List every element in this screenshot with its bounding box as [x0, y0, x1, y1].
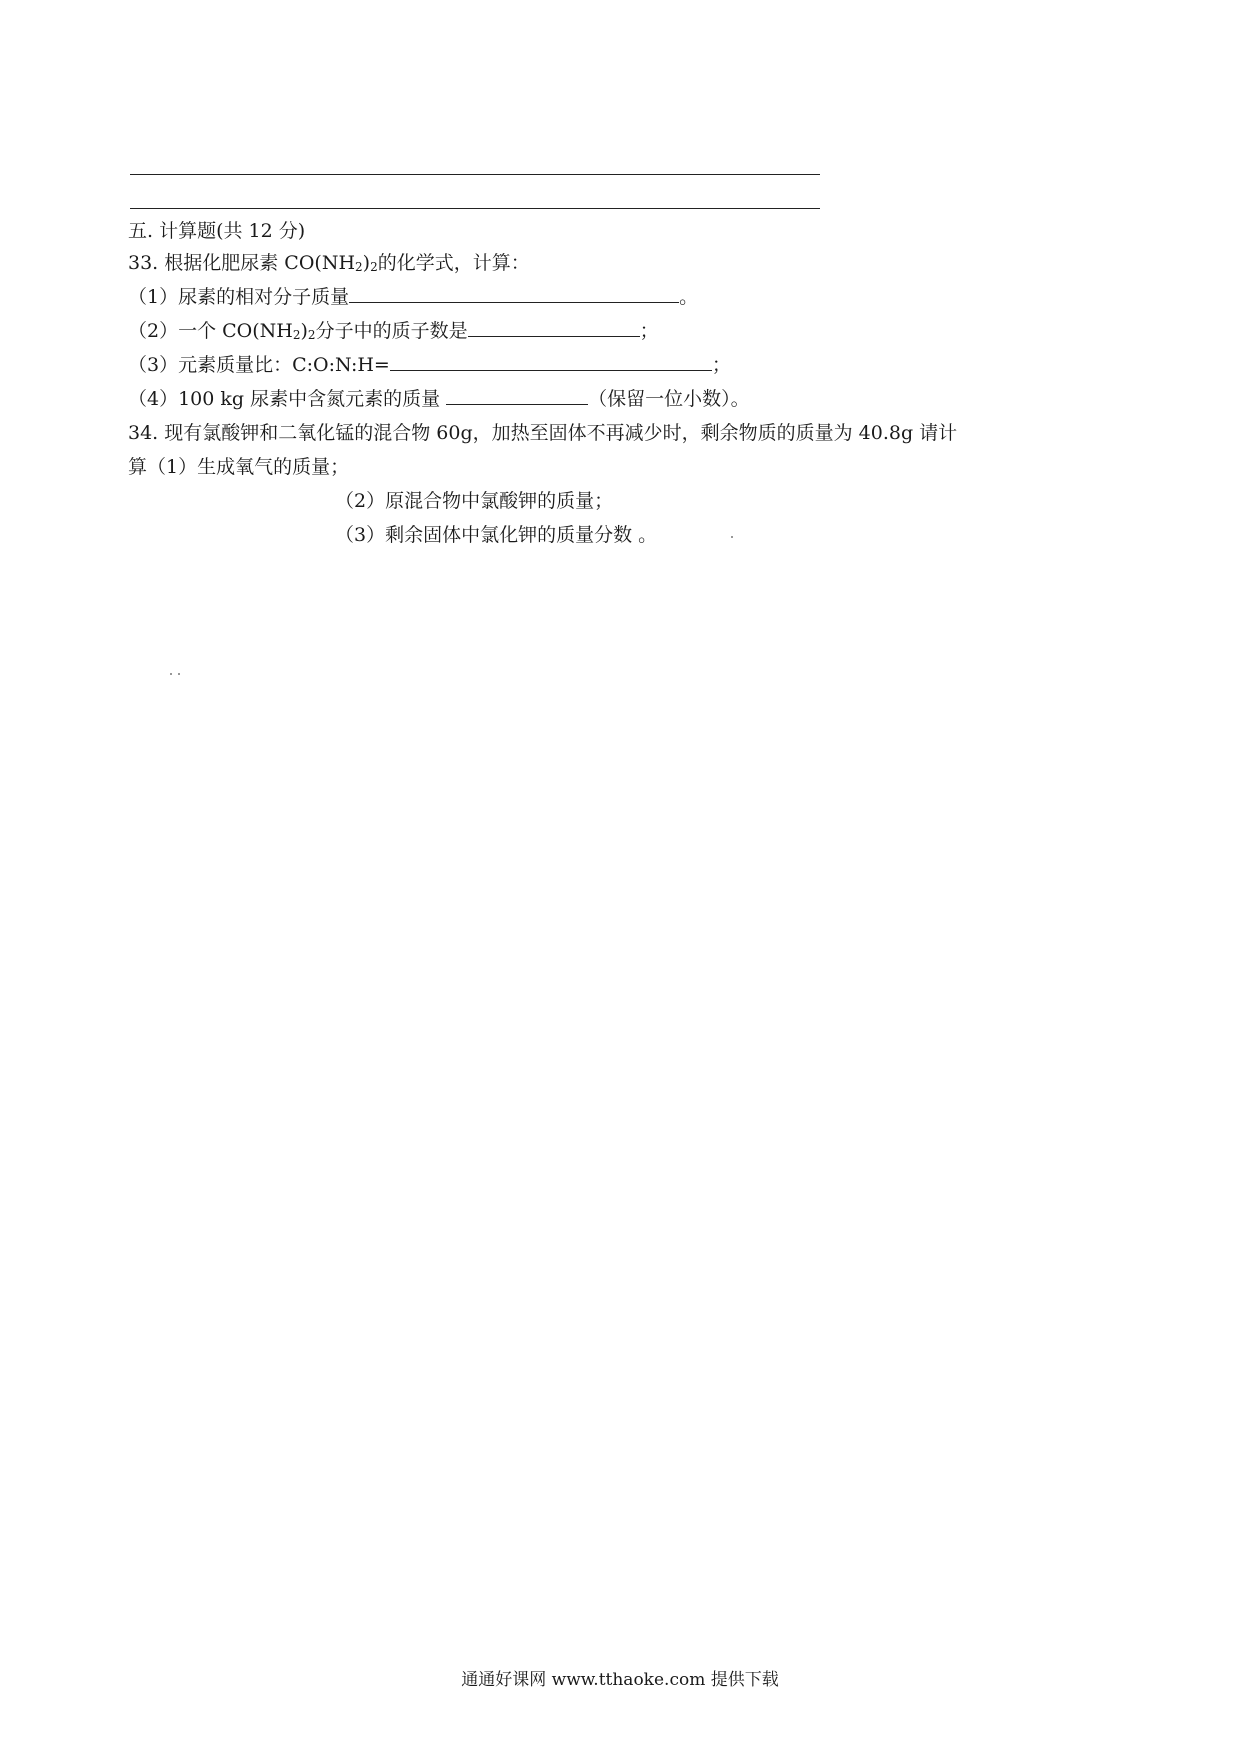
question-number: 33. [128, 252, 159, 274]
section-heading: 五. 计算题(共 12 分) [128, 220, 306, 242]
answer-line-1 [130, 174, 820, 175]
question-34-line-2: 算（1）生成氧气的质量； [128, 456, 350, 478]
answer-blank[interactable] [390, 352, 712, 371]
question-33-item-3: （3）元素质量比：C:O:N:H= ； [128, 354, 731, 376]
scan-speck [731, 536, 733, 538]
question-34-line-4: （3）剩余固体中氯化钾的质量分数 。 [335, 524, 658, 546]
scan-speck [178, 673, 180, 675]
question-34-line-3: （2）原混合物中氯酸钾的质量； [335, 490, 614, 512]
question-text: 根据化肥尿素 $CO(NH_2)_2$的化学式，计算： [164, 252, 530, 274]
answer-line-2 [130, 208, 820, 209]
answer-blank[interactable] [446, 386, 588, 405]
footer-source: 通通好课网 www.tthaoke.com 提供下载 [461, 1670, 779, 1690]
question-34-line-1: 34. 现有氯酸钾和二氧化锰的混合物 60g，加热至固体不再减少时，剩余物质的质量为 40.8g 请计 [128, 422, 958, 444]
answer-blank[interactable] [468, 318, 640, 337]
question-33-item-1: （1）尿素的相对分子质量 。 [128, 286, 699, 308]
answer-blank[interactable] [349, 284, 679, 303]
question-33-intro [128, 250, 530, 276]
question-33-item-2: （2）一个 $CO(NH_2)_2$分子中的质子数是 ； [128, 320, 659, 342]
question-33-item-4: （4）100 kg 尿素中含氮元素的质量 （保留一位小数）。 [128, 388, 750, 410]
scan-speck [170, 673, 172, 675]
